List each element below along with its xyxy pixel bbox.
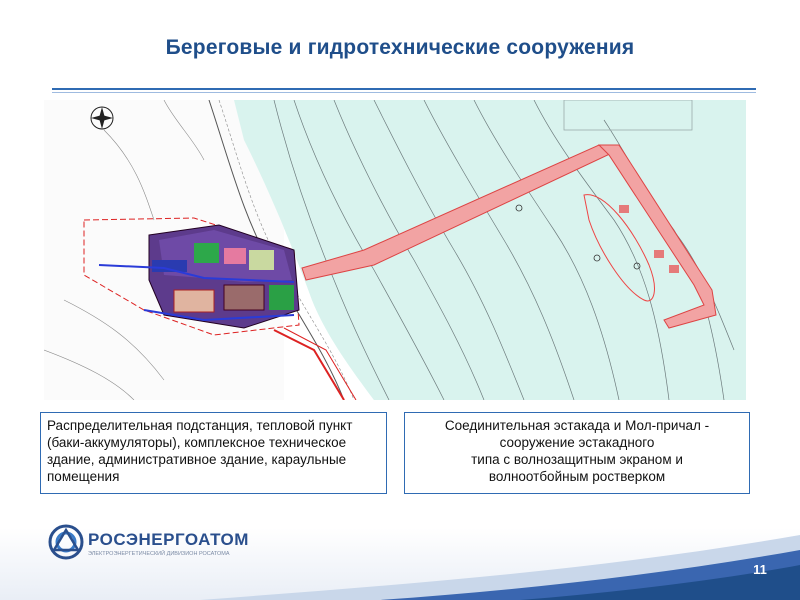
caption-line-2: сооружение эстакадного: [499, 435, 655, 450]
page-number: 11: [753, 562, 767, 577]
caption-line-3: типа с волнозащитным экраном и: [471, 452, 683, 467]
logo-subtitle: ЭЛЕКТРОЭНЕРГЕТИЧЕСКИЙ ДИВИЗИОН РОСАТОМА: [88, 551, 230, 557]
title-underline: [52, 88, 756, 90]
caption-onshore-text: Распределительная подстанция, тепловой пункт (баки-аккумуляторы), комплексное техническое здание, административное здание, караульные помещения: [47, 418, 353, 484]
north-arrow: [91, 107, 113, 129]
caption-onshore-structures: [40, 412, 387, 494]
slide-title: Береговые и гидротехнические сооружения: [165, 36, 635, 59]
caption-trestle-pier: [404, 412, 750, 494]
title-underline-thin: [52, 92, 756, 93]
caption-line-4: волноотбойным ростверком: [488, 469, 666, 484]
logo-name: РОСЭНЕРГОАТОМ: [88, 530, 249, 549]
site-plan-drawing: [44, 100, 746, 400]
footer-swoosh: [0, 530, 800, 600]
caption-line-1: Соединительная эстакада и Мол-причал -: [444, 418, 710, 433]
